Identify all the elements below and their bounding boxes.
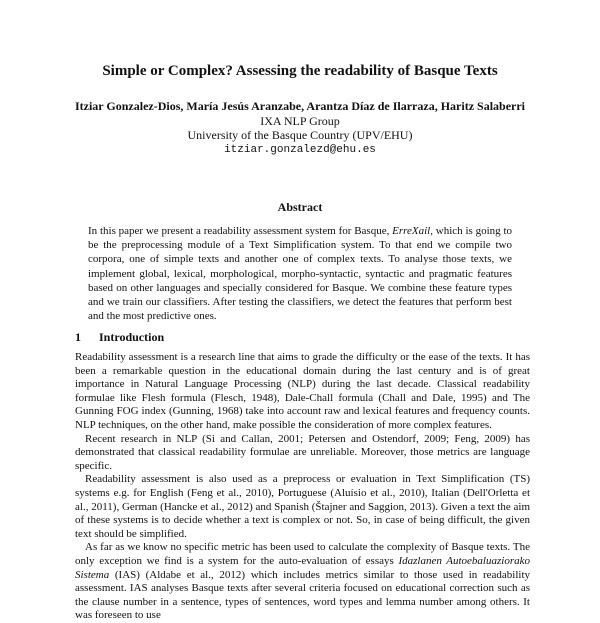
paragraph-2: Recent research in NLP (Si and Callan, 2001; Petersen and Ostendorf, 2009; Feng, 2009) has demonstrated that classical readability formulae are unreliable. Moreover, those metrics are language specific. [75,432,530,472]
paragraph-4 [75,541,530,623]
system-name: ErreXail [392,225,431,237]
abstract-text-start: In this paper we present a readability assessment system for Basque, [88,225,393,237]
section-title: Introduction [99,330,165,344]
abstract-paragraph [88,224,512,323]
section-body [75,351,530,623]
author-email: itziar.gonzalezd@ehu.es [224,144,376,156]
section-heading [75,330,164,345]
paragraph-4-start: As far as we know no specific metric has been used to calculate the complexity of Basque texts. The only exception we find is a system for the auto-evaluation of essays [75,541,530,567]
paragraph-3: Readability assessment is also used as a preprocess or evaluation in Text Simplification (TS) systems e.g. for English (Feng et al., 2010), Portuguese (Aluísio et al., 2010), Italian (Dell'Orletta et al., 2011), German (Hancke et al., 2012) and Spanish (Štajner and Saggion, 2013). Given a text the aim of these systems is to decide whether a text is complex or not. So, in case of being difficult, the given text should be simplified. [75,473,530,540]
abstract-text-end: , which is going to be the preprocessing module of a Text Simplification system. To that end we compile two corpora, one of simple texts and another one of complex texts. To analyse those texts, we implement global, lexical, morphological, morpho-syntactic, syntactic and pragmatic features based on other languages and specially considered for Basque. We combine these feature types and we train our classifiers. After testing the classifiers, we detect the features that perform best and the most predictive ones. [88,225,512,323]
author-list: Itziar Gonzalez-Dios, María Jesús Aranzabe, Arantza Díaz de Ilarraza, Haritz Salaberri [74,99,526,113]
paper-title: Simple or Complex? Assessing the readability of Basque Texts [102,63,498,79]
system-name-ias: Idazlanen Autoebaluaziorako Sistema [75,554,530,581]
affiliation-group: IXA NLP Group [260,114,340,128]
affiliation-university: University of the Basque Country (UPV/EHU) [187,128,413,142]
abstract-body [88,224,512,323]
abstract-heading: Abstract [277,200,323,214]
section-number: 1 [75,330,81,344]
paragraph-1: Readability assessment is a research line that aims to grade the difficulty or the ease of the texts. It has been a remarkable question in the educational domain during the last century and is of great importance in Natural Language Processing (NLP) during the last decade. Classical readability formulae like Flesh formula (Flesch, 1948), Dale-Chall formula (Chall and Dale, 1995) and The Gunning FOG index (Gunning, 1968) take into account raw and lexical features and frequency counts. NLP techniques, on the other hand, make possible the consideration of more complex features. [75,351,530,431]
paragraph-4-end: (IAS) (Aldabe et al., 2012) which includes metrics similar to those used in readability assessment. IAS analyses Basque texts after several criteria focused on educational correction such as the clause number in a sentence, types of sentences, word types and lemma number among others. It was foreseen to use [75,568,530,622]
